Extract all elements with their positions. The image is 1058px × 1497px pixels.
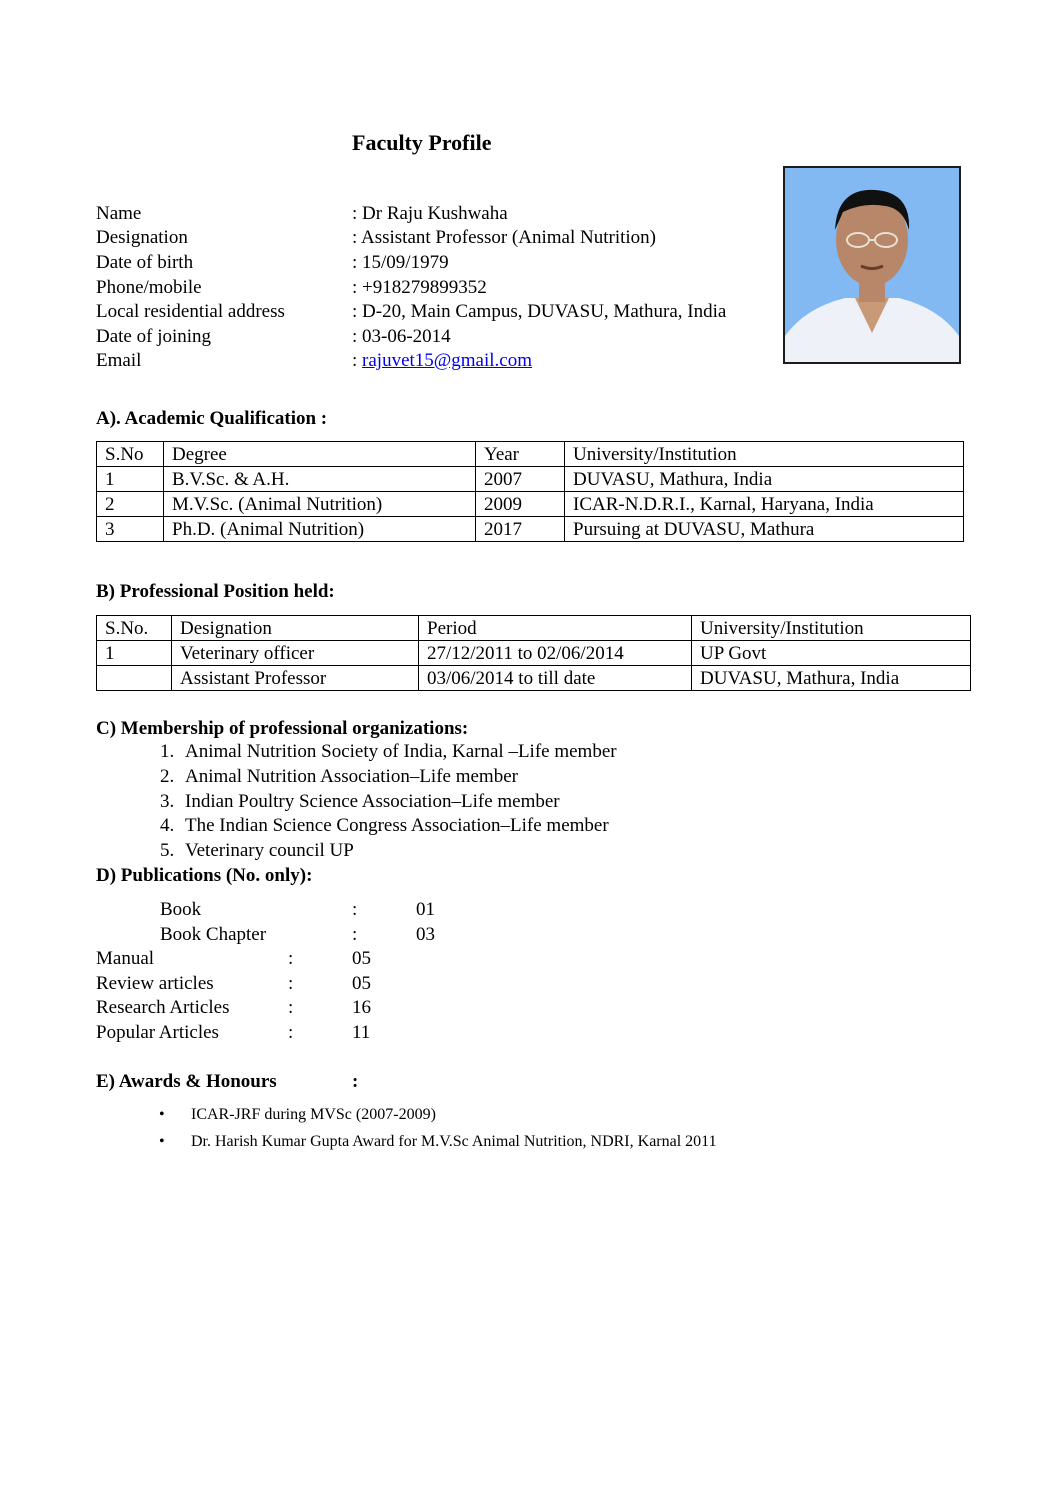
- positions-table: [96, 615, 971, 691]
- publication-label: Research Articles: [96, 997, 230, 1018]
- email-prefix: :: [352, 350, 363, 371]
- header-cell: Period: [419, 616, 692, 641]
- table-cell: UP Govt: [692, 641, 971, 666]
- info-value: : Dr Raju Kushwaha: [352, 203, 508, 224]
- header-cell: S.No: [97, 442, 164, 467]
- table-cell: 2017: [476, 517, 565, 542]
- header-cell: Degree: [164, 442, 476, 467]
- publication-label: Review articles: [96, 973, 214, 994]
- info-value: : 03-06-2014: [352, 326, 451, 347]
- list-item: [160, 815, 609, 837]
- table-cell: 27/12/2011 to 02/06/2014: [419, 641, 692, 666]
- info-label: Date of joining: [96, 326, 212, 347]
- table-cell: 2007: [476, 467, 565, 492]
- list-number: 5.: [160, 840, 175, 861]
- table-cell: 1: [97, 641, 172, 666]
- table-cell: Ph.D. (Animal Nutrition): [164, 517, 476, 542]
- table-row: [97, 467, 964, 492]
- info-value: : Assistant Professor (Animal Nutrition): [352, 227, 656, 248]
- table-cell: 1: [97, 467, 164, 492]
- table-cell: Veterinary officer: [172, 641, 419, 666]
- list-number: 4.: [160, 815, 175, 836]
- table-cell: DUVASU, Mathura, India: [692, 666, 971, 691]
- publication-label: Manual: [96, 948, 155, 969]
- info-value: : D-20, Main Campus, DUVASU, Mathura, India: [352, 301, 727, 322]
- section-heading-academic: A). Academic Qualification :: [96, 408, 328, 429]
- profile-photo-image: [785, 168, 959, 362]
- header-cell: University/Institution: [565, 442, 964, 467]
- list-item: [159, 1106, 436, 1124]
- publication-label: Popular Articles: [96, 1022, 219, 1043]
- table-row: [97, 666, 971, 691]
- list-text: Animal Nutrition Association–Life member: [185, 766, 518, 787]
- section-heading-publications: D) Publications (No. only):: [96, 865, 313, 886]
- page-title: Faculty Profile: [352, 130, 492, 155]
- publication-colon: :: [352, 924, 358, 945]
- table-cell: 2: [97, 492, 164, 517]
- bullet-icon: •: [159, 1106, 165, 1123]
- header-cell: Designation: [172, 616, 419, 641]
- info-label: Name: [96, 203, 142, 224]
- info-value: : +918279899352: [352, 277, 487, 298]
- table-cell: ICAR-N.D.R.I., Karnal, Haryana, India: [565, 492, 964, 517]
- table-cell: DUVASU, Mathura, India: [565, 467, 964, 492]
- publication-colon: :: [288, 948, 294, 969]
- publication-colon: :: [288, 973, 294, 994]
- list-number: 2.: [160, 766, 175, 787]
- bullet-icon: •: [159, 1133, 165, 1150]
- table-cell: [97, 666, 172, 691]
- table-cell: 03/06/2014 to till date: [419, 666, 692, 691]
- table-cell: Assistant Professor: [172, 666, 419, 691]
- publication-label: Book Chapter: [160, 924, 267, 945]
- publication-colon: :: [288, 1022, 294, 1043]
- table-row: [97, 517, 964, 542]
- header-cell: University/Institution: [692, 616, 971, 641]
- section-heading-awards: E) Awards & Honours: [96, 1071, 277, 1092]
- profile-photo: [783, 166, 961, 364]
- info-label: Date of birth: [96, 252, 194, 273]
- table-cell: M.V.Sc. (Animal Nutrition): [164, 492, 476, 517]
- awards-colon: :: [352, 1071, 359, 1092]
- section-heading-memberships: C) Membership of professional organizations:: [96, 718, 469, 739]
- info-label: Designation: [96, 227, 188, 248]
- publication-label: Book: [160, 899, 202, 920]
- list-item: [160, 791, 560, 813]
- publication-count: 16: [352, 997, 371, 1018]
- section-heading-positions: B) Professional Position held:: [96, 581, 335, 602]
- award-text: Dr. Harish Kumar Gupta Award for M.V.Sc Animal Nutrition, NDRI, Karnal 2011: [191, 1133, 717, 1150]
- table-row: [97, 641, 971, 666]
- list-item: [160, 766, 518, 788]
- publication-colon: :: [288, 997, 294, 1018]
- table-row: [97, 492, 964, 517]
- list-item: [159, 1133, 717, 1151]
- header-cell: S.No.: [97, 616, 172, 641]
- list-item: [160, 741, 617, 763]
- table-cell: B.V.Sc. & A.H.: [164, 467, 476, 492]
- header-cell: Year: [476, 442, 565, 467]
- award-text: ICAR-JRF during MVSc (2007-2009): [191, 1106, 436, 1123]
- academic-table: [96, 441, 964, 542]
- publication-count: 05: [352, 973, 371, 994]
- info-value: [352, 348, 532, 373]
- list-number: 1.: [160, 741, 175, 762]
- list-text: Animal Nutrition Society of India, Karnal –Life member: [185, 741, 617, 762]
- list-number: 3.: [160, 791, 175, 812]
- table-cell: 2009: [476, 492, 565, 517]
- list-text: Indian Poultry Science Association–Life member: [185, 791, 560, 812]
- list-text: Veterinary council UP: [185, 840, 354, 861]
- list-text: The Indian Science Congress Association–Life member: [185, 815, 609, 836]
- info-value: : 15/09/1979: [352, 252, 449, 273]
- table-header-row: [97, 442, 964, 467]
- info-label: Local residential address: [96, 301, 285, 322]
- email-link[interactable]: rajuvet15@gmail.com: [362, 350, 533, 371]
- publication-count: 03: [416, 924, 435, 945]
- publication-count: 11: [352, 1022, 371, 1043]
- table-cell: 3: [97, 517, 164, 542]
- list-item: [160, 840, 354, 862]
- publication-count: 05: [352, 948, 371, 969]
- info-label: Phone/mobile: [96, 277, 202, 298]
- table-header-row: [97, 616, 971, 641]
- publication-count: 01: [416, 899, 435, 920]
- table-cell: Pursuing at DUVASU, Mathura: [565, 517, 964, 542]
- info-label: Email: [96, 350, 142, 371]
- publication-colon: :: [352, 899, 358, 920]
